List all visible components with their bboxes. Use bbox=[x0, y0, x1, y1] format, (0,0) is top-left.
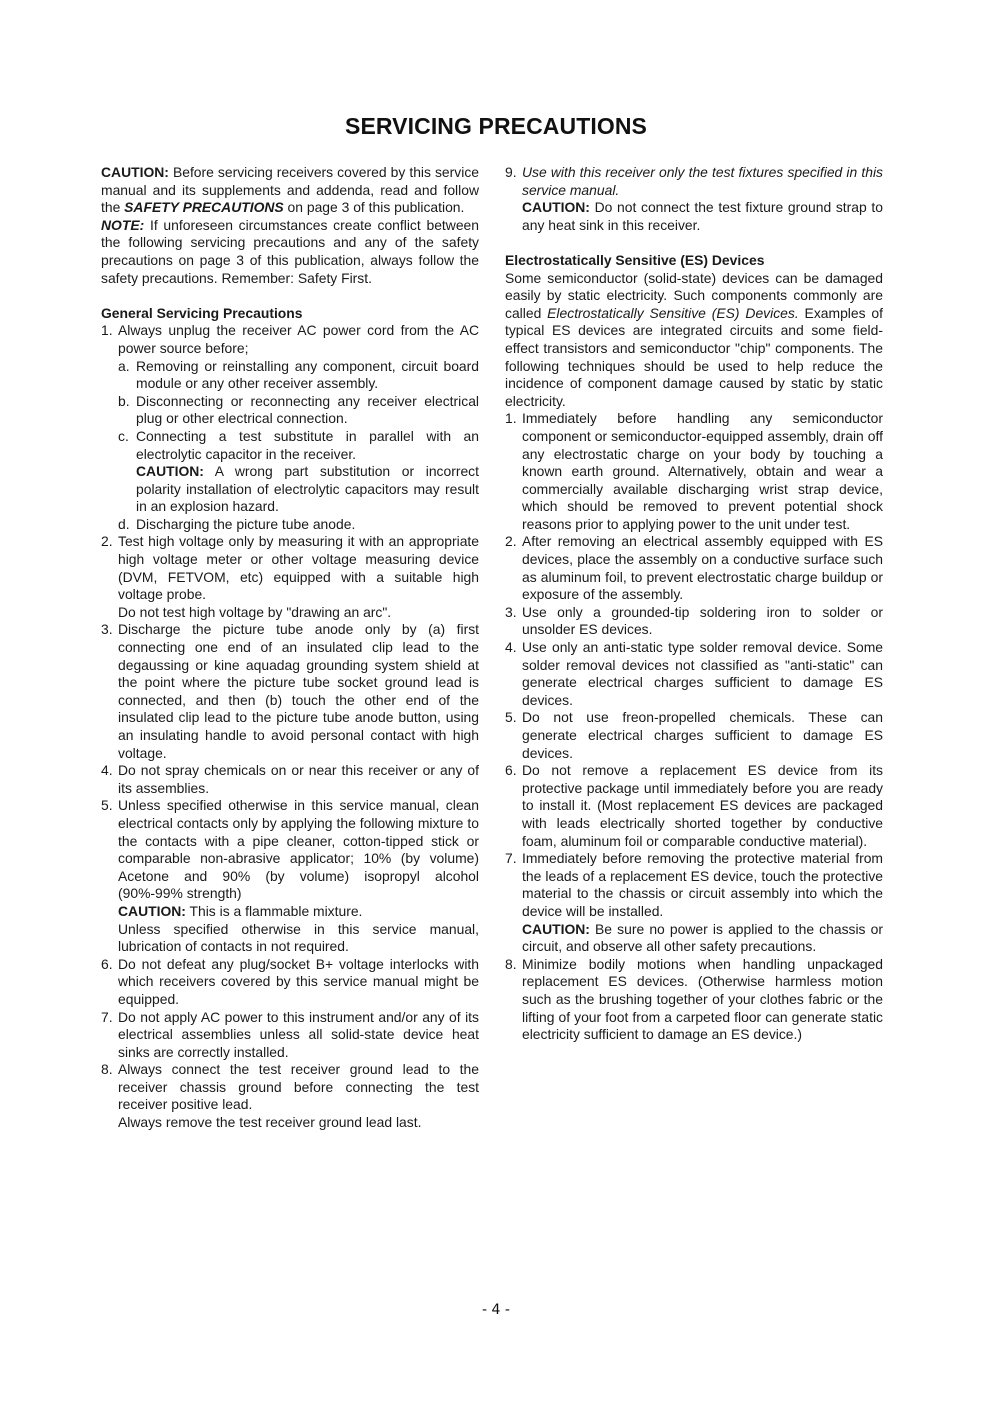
item-text: Do not spray chemicals on or near this receiver or any of its assemblies. bbox=[118, 762, 479, 796]
item-number: 6. bbox=[505, 762, 517, 779]
caution-text: Do not connect the test fixture ground strap to any heat sink in this receiver. bbox=[522, 199, 883, 233]
list-item bbox=[505, 709, 883, 762]
caution-label: CAUTION: bbox=[522, 199, 590, 216]
item-text: Do not apply AC power to this instrument and/or any of its electrical assemblies unless all solid-state device heat sinks are correctly installed. bbox=[118, 1008, 479, 1060]
sub-list bbox=[118, 358, 479, 534]
list-item bbox=[505, 762, 883, 850]
item-extra-text: Unless specified otherwise in this service manual, lubrication of contacts in not required. bbox=[118, 920, 479, 955]
item-text: Use only a grounded-tip soldering iron to solder or unsolder ES devices. bbox=[522, 603, 883, 638]
item-number: 8. bbox=[101, 1061, 113, 1078]
caution-label: CAUTION: bbox=[522, 920, 590, 937]
caution-label: CAUTION: bbox=[136, 463, 204, 480]
sub-item-text: Removing or reinstalling any component, circuit board module or any other receiver assembly. bbox=[136, 357, 479, 392]
item-number: 6. bbox=[101, 955, 113, 972]
sub-list-item bbox=[118, 516, 479, 534]
intro-note bbox=[101, 217, 479, 287]
item-number: 7. bbox=[101, 1008, 113, 1025]
caution-label: CAUTION: bbox=[118, 902, 186, 919]
note-text: If unforeseen circumstances create conflict between the following servicing precautions and any of the safety precautions on page 3 of this publication, always follow the safety precautions. Remember: Safety First. bbox=[101, 216, 479, 286]
item-text: Use with this receiver only the test fixtures specified in this service manual. bbox=[522, 164, 883, 198]
item-text: Test high voltage only by measuring it with an appropriate high voltage meter or other voltage measuring device (DVM, FETVOM, etc) equipped with a suitable high voltage probe. bbox=[118, 533, 479, 603]
left-column bbox=[101, 164, 479, 1132]
es-intro bbox=[505, 270, 883, 411]
sub-item-text: Disconnecting or reconnecting any receiver electrical plug or other electrical connection. bbox=[136, 392, 479, 427]
right-column bbox=[505, 164, 883, 1044]
list-item bbox=[101, 621, 479, 762]
sub-list-item bbox=[118, 358, 479, 393]
item-caution bbox=[522, 199, 883, 234]
item-extra-text: Always remove the test receiver ground lead last. bbox=[118, 1114, 422, 1131]
safety-precautions-reference: SAFETY PRECAUTIONS bbox=[124, 199, 284, 216]
item-text: Immediately before handling any semiconductor component or semiconductor-equipped assembly, drain off any electrostatic charge on your body by touching a known earth ground. Alternatively, obtain and wear a commercially available discharging wrist strap device, which should be removed to prevent potential shock reasons prior to applying power to the unit under test. bbox=[522, 410, 883, 532]
sub-item-letter: d. bbox=[118, 515, 130, 532]
item-text: After removing an electrical assembly equipped with ES devices, place the assembly on a conductive surface such as aluminum foil, to prevent electrostatic charge buildup or exposure of the assembly. bbox=[522, 533, 883, 603]
item-text: Discharge the picture tube anode only by (a) first connecting one end of an insulated clip lead to the degaussing or kine aquadag grounding system shield at the point where the picture tube socket ground lead is connected, and then (b) touch the other end of the insulated clip lead to the picture tube anode button, using an insulating handle to avoid personal contact with high voltage. bbox=[118, 621, 479, 761]
list-item bbox=[101, 762, 479, 797]
item-text: Use only an anti-static type solder removal device. Some solder removal devices not classified as "anti-static" can generate electrical charges sufficient to damage ES devices. bbox=[522, 639, 883, 708]
es-term: Electrostatically Sensitive (ES) Devices. bbox=[547, 304, 799, 321]
note-label: NOTE: bbox=[101, 216, 145, 233]
item-text: Minimize bodily motions when handling unpackaged replacement ES devices. (Otherwise harmless motion such as the brushing together of your clothes fabric or the lifting of your foot from a carpeted floor can generate static electricity sufficient to damage an ES device.) bbox=[522, 955, 883, 1043]
item-text: Immediately before removing the protective material from the leads of a replacement ES device, touch the protective material to the chassis or circuit assembly into which the device will be installed. bbox=[522, 850, 883, 919]
sub-item-text: Discharging the picture tube anode. bbox=[136, 515, 356, 532]
intro-caution bbox=[101, 164, 479, 217]
item-number: 8. bbox=[505, 955, 517, 972]
item-number: 9. bbox=[505, 164, 517, 180]
item-caution bbox=[522, 921, 883, 956]
section-heading-es-devices: Electrostatically Sensitive (ES) Devices bbox=[505, 251, 765, 268]
item-number: 7. bbox=[505, 850, 517, 867]
caution-text: Before servicing receivers covered by this service manual and its supplements and addenda, read and follow the bbox=[101, 164, 479, 216]
caution-text: Be sure no power is applied to the chassis or circuit, and observe all other safety precautions. bbox=[522, 920, 883, 955]
caution-text-end: on page 3 of this publication. bbox=[283, 199, 465, 216]
item-extra-text: Do not test high voltage by "drawing an arc". bbox=[118, 603, 392, 620]
item-number: 3. bbox=[101, 621, 113, 638]
item-text: Always unplug the receiver AC power cord from the AC power source before; bbox=[118, 322, 479, 356]
sub-item-letter: a. bbox=[118, 357, 130, 374]
item-text: Unless specified otherwise in this service manual, clean electrical contacts only by applying the following mixture to the contacts with a pipe cleaner, cotton-tipped stick or comparable non-abrasive applicator; 10% (by volume) Acetone and 90% (by volume) isopropyl alcohol (90%-99% strength) bbox=[118, 797, 479, 902]
list-item bbox=[101, 533, 479, 621]
item-caution bbox=[118, 903, 479, 921]
page-number: - 4 - bbox=[482, 1302, 510, 1318]
item-number: 1. bbox=[101, 322, 113, 339]
list-item bbox=[505, 850, 883, 956]
item-number: 2. bbox=[101, 533, 113, 550]
section-heading-general: General Servicing Precautions bbox=[101, 304, 303, 321]
es-intro-text-end: Examples of typical ES devices are integrated circuits and some field-effect transistors and semiconductor "chip" components. The following techniques should be used to help reduce the incidence of component damage caused by static by static electricity. bbox=[505, 304, 884, 409]
es-precautions-list bbox=[505, 410, 883, 1043]
item-number: 5. bbox=[101, 797, 113, 814]
sub-item-letter: b. bbox=[118, 392, 130, 409]
list-item bbox=[101, 1061, 479, 1131]
list-item bbox=[505, 604, 883, 639]
item-number: 3. bbox=[505, 603, 517, 620]
sub-item-text: Connecting a test substitute in parallel with an electrolytic capacitor in the receiver. bbox=[136, 427, 479, 462]
list-item bbox=[101, 797, 479, 955]
page-title: SERVICING PRECAUTIONS bbox=[345, 113, 647, 139]
list-item bbox=[101, 1009, 479, 1062]
item-text: Do not use freon-propelled chemicals. These can generate electrical charges sufficient to damage ES devices. bbox=[522, 709, 883, 761]
sub-list-item bbox=[118, 428, 479, 516]
item-number: 5. bbox=[505, 709, 517, 726]
item-number: 1. bbox=[505, 410, 517, 427]
item-text: Do not remove a replacement ES device from its protective package until immediately before you are ready to install it. (Most replacement ES devices are packaged with leads electrically shorted together by conductive foam, aluminum foil or comparable conductive material). bbox=[522, 762, 883, 849]
item-number: 2. bbox=[505, 533, 517, 550]
list-item bbox=[505, 410, 883, 533]
list-item bbox=[101, 322, 479, 533]
list-item bbox=[505, 639, 883, 709]
caution-text: A wrong part substitution or incorrect polarity installation of electrolytic capacitors may result in an explosion hazard. bbox=[136, 463, 479, 515]
list-item bbox=[505, 956, 883, 1044]
sub-item-letter: c. bbox=[118, 427, 129, 444]
general-precautions-list bbox=[101, 322, 479, 1131]
item-text: Do not defeat any plug/socket B+ voltage interlocks with which receivers covered by this service manual might be equipped. bbox=[118, 955, 479, 1007]
general-precautions-list-continued bbox=[505, 164, 883, 234]
caution-text: This is a flammable mixture. bbox=[185, 902, 363, 919]
item-number: 4. bbox=[505, 639, 517, 656]
list-item bbox=[505, 164, 883, 234]
es-intro-text: Some semiconductor (solid-state) devices can be damaged easily by static electricity. Such components commonly are called bbox=[505, 269, 883, 321]
item-number: 4. bbox=[101, 762, 113, 779]
sub-list-item bbox=[118, 393, 479, 428]
caution-label: CAUTION: bbox=[101, 164, 169, 180]
list-item bbox=[101, 956, 479, 1009]
sub-item-caution bbox=[136, 463, 479, 516]
list-item bbox=[505, 533, 883, 603]
item-text: Always connect the test receiver ground lead to the receiver chassis ground before connecting the test receiver positive lead. bbox=[118, 1061, 479, 1113]
